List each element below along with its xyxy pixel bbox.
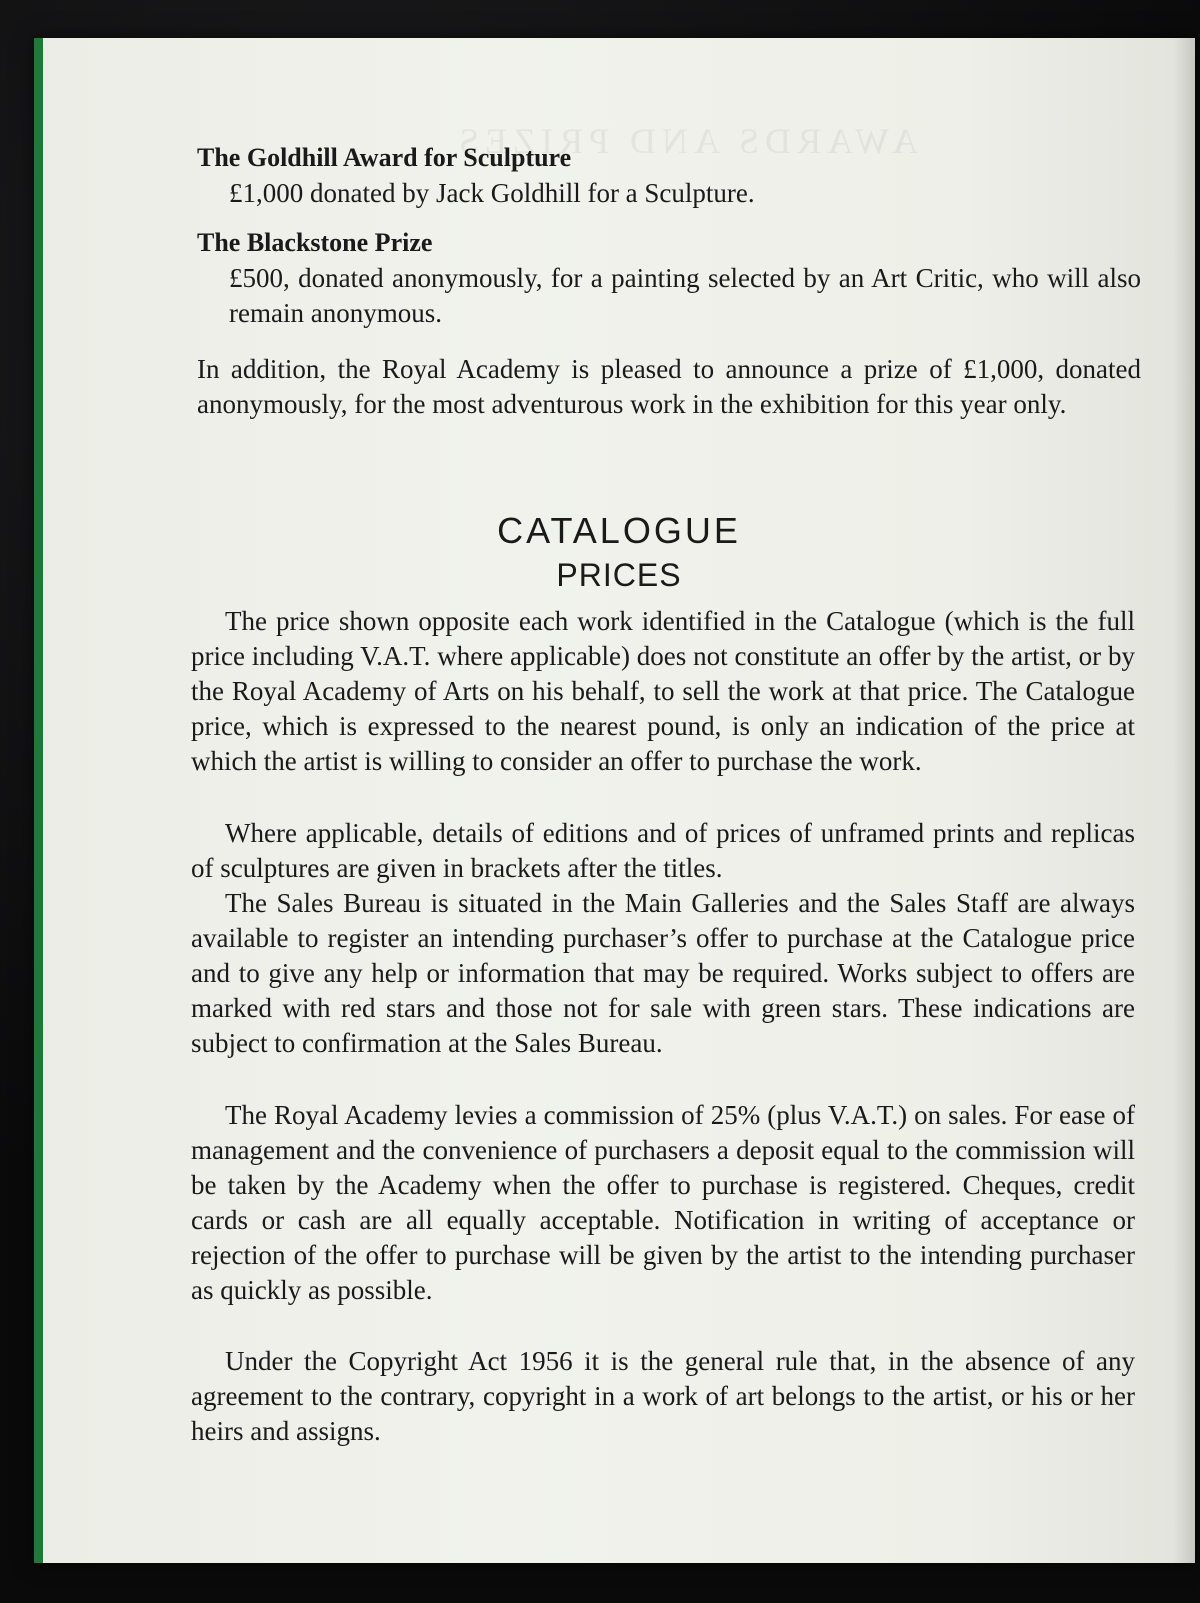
show-through-heading: AWARDS AND PRIZES bbox=[453, 121, 919, 161]
section-subtitle: PRICES bbox=[556, 557, 682, 593]
paragraph-copyright: Under the Copyright Act 1956 it is the general rule that, in the absence of any agreement to the contrary, copyright in a work of art belongs to the artist, or his or her heirs and assigns. bbox=[191, 1346, 1135, 1446]
award-title-goldhill: The Goldhill Award for Sculpture bbox=[197, 143, 572, 172]
section-title: CATALOGUE bbox=[497, 510, 741, 551]
award-title-blackstone: The Blackstone Prize bbox=[197, 228, 433, 257]
paragraph-price-offer: The price shown opposite each work identified in the Catalogue (which is the full price including V.A.T. where applicable) does not constitute an offer by the artist, or by the Royal Academy of Arts on his behalf, to sell the work at that price. The Catalogue price, which is expressed to the nearest pound, is only an indication of the price at which the artist is willing to consider an offer to purchase the work. bbox=[191, 606, 1135, 776]
catalogue-page bbox=[34, 38, 1195, 1563]
paragraph-commission: The Royal Academy levies a commission of 25% (plus V.A.T.) on sales. For ease of management and the convenience of purchasers a deposit equal to the commission will be taken by the Academy when the offer to purchase is registered. Cheques, credit cards or cash are all equally acceptable. Notification in writing of acceptance or rejection of the offer to purchase will be given by the artist to the intending purchaser as quickly as possible. bbox=[191, 1100, 1135, 1305]
paragraph-sales-bureau: The Sales Bureau is situated in the Main Galleries and the Sales Staff are always available to register an intending purchaser’s offer to purchase at the Catalogue price and to give any help or information that may be required. Works subject to offers are marked with red stars and those not for sale with green stars. These indications are subject to confirmation at the Sales Bureau. bbox=[191, 888, 1135, 1058]
paragraph-editions: Where applicable, details of editions and of prices of unframed prints and replicas of sculptures are given in brackets after the titles. bbox=[191, 818, 1135, 883]
page-edge-shadow bbox=[1173, 38, 1195, 1563]
award-body-blackstone: £500, donated anonymously, for a painting selected by an Art Critic, who will also remain anonymous. bbox=[229, 263, 1141, 328]
award-body-goldhill: £1,000 donated by Jack Goldhill for a Sculpture. bbox=[229, 178, 755, 208]
additional-prize-note: In addition, the Royal Academy is pleased to announce a prize of £1,000, donated anonymously, for the most adventurous work in the exhibition for this year only. bbox=[197, 354, 1141, 419]
